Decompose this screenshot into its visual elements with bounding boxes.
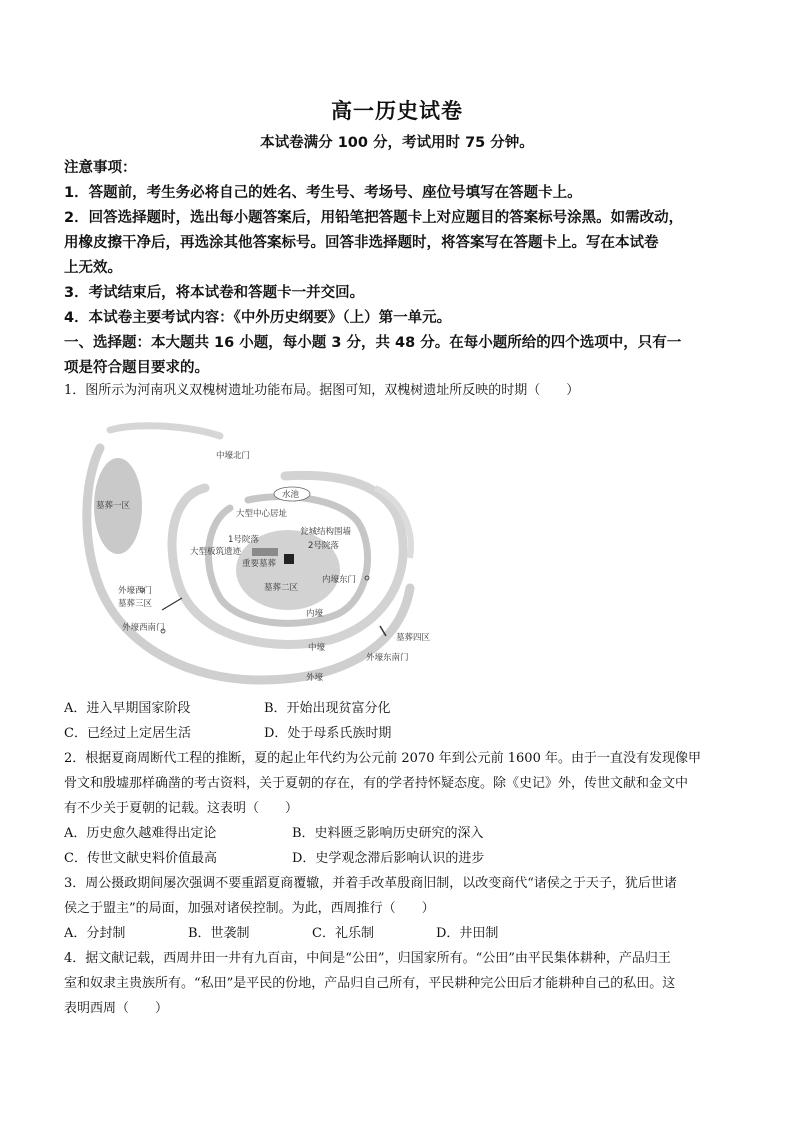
exam-subtitle: 本试卷满分 100 分，考试用时 75 分钟。 [260, 135, 534, 151]
q3-option-c[interactable]: C．礼乐制 [312, 926, 374, 941]
q4-stem-line-1: 4．据文献记载，西周井田一井有九百亩，中间是“公田”，归国家所有。“公田”由平民集体耕种，产品归王 [64, 951, 671, 966]
label-middle-moat: 中壕 [308, 643, 326, 653]
q2-option-a[interactable]: A．历史愈久越难得出定论 [64, 826, 217, 841]
q4-stem-line-3: 表明西周（ ） [64, 1001, 169, 1016]
site-layout-map [70, 418, 450, 693]
q3-stem-line-1: 3．周公摄政期间屡次强调不要重蹈夏商覆辙，并着手改革殷商旧制，以改变商代“诸侯之于天子，犹后世诸 [64, 876, 677, 891]
notice-item-2-end: 上无效。 [64, 260, 122, 276]
label-outer-sw-gate: 外壕西南门 [122, 623, 165, 633]
section-heading-line2: 项是符合题目要求的。 [64, 360, 209, 376]
notice-item-3: 3．考试结束后，将本试卷和答题卡一并交回。 [64, 285, 365, 301]
question-3 [64, 871, 736, 946]
label-wall: 瓮城结构围墙 [300, 527, 352, 537]
notice-item-2: 2．回答选择题时，选出每小题答案后，用铅笔把答题卡上对应题目的答案标号涂黑。如需改动， [64, 210, 684, 226]
q1-option-b[interactable]: B．开始出现贫富分化 [264, 701, 391, 716]
foundation-block [252, 548, 278, 556]
label-cemetery-3: 墓葬三区 [118, 599, 153, 609]
label-north-gate: 中壕北门 [216, 451, 251, 461]
label-cemetery-4: 墓葬四区 [396, 633, 431, 643]
notice-section [64, 156, 734, 381]
q4-stem-line-2: 室和奴隶主贵族所有。“私田”是平民的份地，产品归自己所有，平民耕种完公田后才能耕种自己的私田。这 [64, 976, 676, 991]
q2-option-c[interactable]: C．传世文献史料价值最高 [64, 851, 217, 866]
label-foundation: 大型板筑遗迹 [190, 547, 242, 557]
map-figure [70, 418, 450, 693]
notice-heading: 注意事项： [64, 160, 137, 176]
notice-item-4: 4．本试卷主要考试内容：《中外历史纲要》（上）第一单元。 [64, 310, 452, 326]
label-outer-se-gate: 外壕东南门 [366, 653, 409, 663]
label-inner-moat: 内壕 [306, 609, 324, 619]
q3-option-a[interactable]: A．分封制 [64, 926, 126, 941]
label-center-site: 大型中心居址 [236, 509, 288, 519]
label-outer-west-gate: 外壕西门 [118, 586, 153, 596]
q2-stem-line-1: 2．根据夏商周断代工程的推断，夏的起止年代约为公元前 2070 年到公元前 1600 年。由于一直没有发现像甲 [64, 751, 701, 766]
q1-option-a[interactable]: A．进入早期国家阶段 [64, 701, 191, 716]
question-1-stem: 1．图所示为河南巩义双槐树遗址功能布局。据图可知，双槐树遗址所反映的时期（ ） [64, 383, 580, 398]
question-1-stem-block [64, 378, 736, 403]
q2-stem-line-3: 有不少关于夏朝的记载。这表明（ ） [64, 801, 299, 816]
q3-stem-line-2: 侯之于盟主”的局面，加强对诸侯控制。为此，西周推行（ ） [64, 901, 435, 916]
q2-option-d[interactable]: D．史学观念滞后影响认识的进步 [292, 851, 485, 866]
label-pond: 水池 [282, 490, 300, 500]
label-cemetery-1: 墓葬一区 [96, 501, 131, 511]
q2-stem-line-2: 骨文和殷墟那样确凿的考古资料，关于夏朝的存在，有的学者持怀疑态度。除《史记》外，传世文献和金文中 [64, 776, 689, 791]
q3-option-b[interactable]: B．世袭制 [188, 926, 250, 941]
label-outer-moat: 外壕 [306, 673, 324, 683]
q2-option-b[interactable]: B．史料匮乏影响历史研究的深入 [292, 826, 484, 841]
label-yard-2: 2号院落 [308, 541, 339, 551]
notice-item-2-cont: 用橡皮擦干净后，再选涂其他答案标号。回答非选择题时，将答案写在答题卡上。写在本试卷 [64, 235, 659, 251]
label-tombs: 重要墓葬 [242, 559, 277, 569]
label-cemetery-2: 墓葬二区 [264, 583, 299, 593]
label-yard-1: 1号院落 [228, 535, 259, 545]
question-2 [64, 746, 736, 871]
exam-title: 高一历史试卷 [331, 99, 463, 123]
tomb-marker [284, 554, 294, 564]
label-inner-east-gate: 内壕东门 [322, 575, 357, 585]
question-4 [64, 946, 736, 1021]
q1-option-d[interactable]: D．处于母系氏族时期 [264, 726, 392, 741]
q3-option-d[interactable]: D．井田制 [436, 926, 499, 941]
notice-item-1: 1．答题前，考生务必将自己的姓名、考生号、考场号、座位号填写在答题卡上。 [64, 185, 582, 201]
question-1-options [64, 696, 736, 746]
section-heading-line1: 一、选择题：本大题共 16 小题，每小题 3 分，共 48 分。在每小题所给的四个选项中，只有一 [64, 335, 682, 351]
q1-option-c[interactable]: C．已经过上定居生活 [64, 726, 191, 741]
